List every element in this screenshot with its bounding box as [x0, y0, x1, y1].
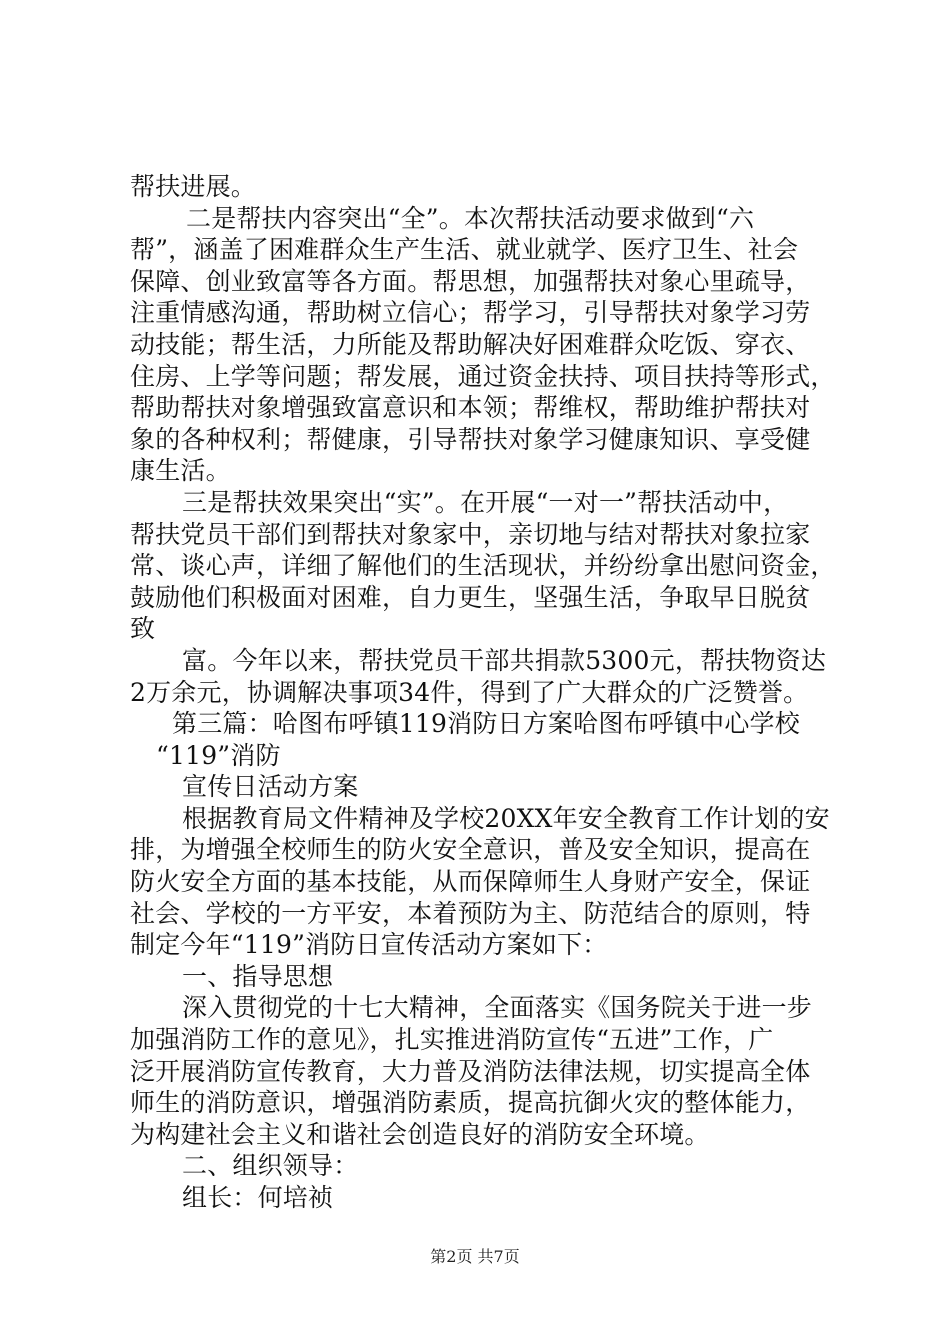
text-line: 二、组织领导：: [182, 1151, 359, 1181]
text-line: 保障、创业致富等各方面。帮思想，加强帮扶对象心里疏导，: [130, 266, 811, 296]
text-line: 动技能；帮生活，力所能及帮助解决好困难群众吃饭、穿衣、: [130, 329, 811, 359]
text-line: 宣传日活动方案: [182, 772, 359, 802]
text-line: 康生活。: [130, 456, 231, 486]
text-line: 帮扶党员干部们到帮扶对象家中，亲切地与结对帮扶对象拉家: [130, 519, 811, 549]
text-line: 防火安全方面的基本技能，从而保障师生人身财产安全，保证: [130, 867, 811, 897]
text-line: 富。今年以来，帮扶党员干部共捐款5300元，帮扶物资达: [182, 645, 827, 675]
text-line: 象的各种权利；帮健康，引导帮扶对象学习健康知识、享受健: [130, 424, 811, 454]
text-line: 致: [130, 614, 156, 644]
text-line: 常、谈心声，详细了解他们的生活现状，并纷纷拿出慰问资金，: [130, 551, 836, 581]
text-line: 注重情感沟通，帮助树立信心；帮学习，引导帮扶对象学习劳: [130, 298, 811, 328]
text-line: 为构建社会主义和谐社会创造良好的消防安全环境。: [130, 1119, 710, 1149]
document-body: [130, 171, 840, 1214]
text-line: 帮助帮扶对象增强致富意识和本领；帮维权，帮助维护帮扶对: [130, 393, 811, 423]
text-line: 深入贯彻党的十七大精神，全面落实《国务院关于进一步: [182, 993, 813, 1023]
text-line: 排，为增强全校师生的防火安全意识，普及安全知识，提高在: [130, 835, 811, 865]
text-line: 组长：何培祯: [182, 1183, 334, 1212]
text-line: 第三篇：哈图布呼镇119消防日方案哈图布呼镇中心学校: [172, 709, 800, 739]
text-line: 鼓励他们积极面对困难，自力更生，坚强生活，争取早日脱贫: [130, 582, 811, 612]
text-line: 加强消防工作的意见》，扎实推进消防宣传“五进”工作，广: [130, 1025, 774, 1055]
text-line: 三是帮扶效果突出“实”。在开展“一对一”帮扶活动中，: [182, 487, 789, 517]
text-line: 帮扶进展。: [130, 172, 257, 201]
text-line: 社会、学校的一方平安，本着预防为主、防范结合的原则，特: [130, 898, 811, 928]
text-line: 制定今年“119”消防日宣传活动方案如下：: [130, 930, 608, 960]
text-line: 师生的消防意识，增强消防素质，提高抗御火灾的整体能力，: [130, 1088, 811, 1118]
text-line: 一、指导思想: [182, 961, 334, 991]
text-line: 根据教育局文件精神及学校20XX年安全教育工作计划的安: [182, 803, 830, 833]
text-line: “119”消防: [156, 740, 281, 770]
text-line: 2万余元，协调解决事项34件，得到了广大群众的广泛赞誉。: [130, 677, 809, 707]
text-line: 泛开展消防宣传教育，大力普及消防法律法规，切实提高全体: [130, 1056, 811, 1086]
text-line: 住房、上学等问题；帮发展，通过资金扶持、项目扶持等形式，: [130, 361, 836, 391]
page-footer: 第2页 共7页: [430, 1247, 520, 1266]
text-line: 二是帮扶内容突出“全”。本次帮扶活动要求做到“六: [186, 203, 755, 233]
text-line: 帮”，涵盖了困难群众生产生活、就业就学、医疗卫生、社会: [130, 235, 799, 265]
